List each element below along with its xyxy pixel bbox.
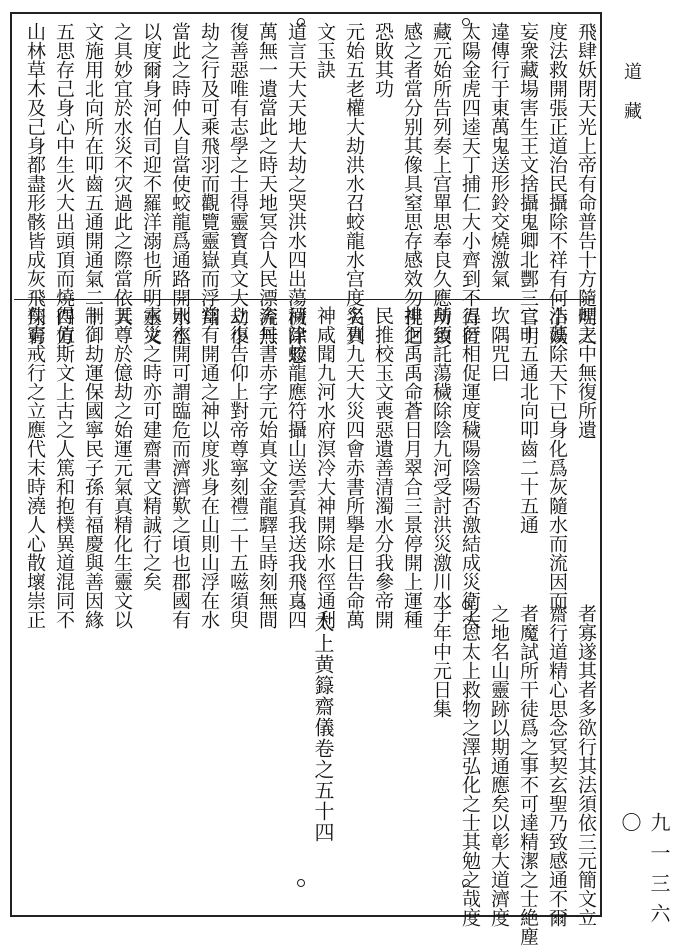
final-column-4: 之地名山靈跡以期通應矣以彰大道濟度 — [488, 604, 510, 927]
bottom-column-3: 二十五通北向叩齒二十五通 — [517, 306, 539, 534]
bottom-column-1: 煙之中無復所遺 — [575, 306, 597, 439]
bottom-column-9: 名列九天大災四會赤書所擧是日告命萬 — [343, 306, 365, 629]
top-column-10: 文玉訣 — [314, 22, 336, 79]
top-column-9: 元始五老權大劫洪水召蛟龍水宫度災真 — [343, 22, 365, 345]
final-column-6: 子年中元日集 — [430, 604, 452, 718]
top-column-13: 復善惡唯有志學之士得靈寳真文大劫小 — [227, 22, 249, 345]
scroll-title: 太上黄籙齋儀卷之五十四 — [311, 612, 335, 843]
top-column-11: 道言天大天地大劫之哭洪水四出蕩穢除惡 — [285, 22, 307, 364]
bottom-column-5: 五行相促運度穢陽陰陽否激結成災衛大 — [459, 306, 481, 629]
top-column-14: 劫之行及可乘飛羽而觀覽靈嶽而浮翔 — [198, 22, 220, 326]
circle-mark-mid-1 — [462, 601, 470, 609]
circle-mark-top-1 — [462, 18, 470, 26]
final-column-1: 者寡遂其者多欲行其法須依三元簡文立 — [575, 604, 597, 927]
circle-mark-bottom-1 — [462, 879, 470, 887]
top-column-1: 飛肆妖閉天光上帝有命普告十方隨明天 — [575, 22, 597, 345]
bottom-column-11: 河津蛟龍應符攝山送雲真我送我飛真四 — [285, 306, 307, 629]
circle-mark-top-2 — [297, 18, 305, 26]
circle-mark-bottom-2 — [297, 879, 305, 887]
bottom-column-6: 劫須託蕩穢除陰九河受討洪災激川水 — [430, 306, 452, 610]
bottom-column-19: 得值斯文上古之人篤和抱樸異道混同不 — [53, 306, 75, 629]
top-column-15: 當此之時仲人自當使蛟龍爲通路開水徑 — [169, 22, 191, 345]
final-column-5: 之恩太上救物之澤弘化之士其勉之哉度 — [459, 604, 481, 927]
bottom-column-4: 坎隅咒曰 — [488, 306, 510, 382]
final-column-2: 齋行道精心思念冥契玄聖乃致感通不爾 — [546, 604, 568, 927]
bottom-column-16: 水災之時亦可建齋書文精誠行之矣 — [140, 306, 162, 591]
bottom-column-17: 天尊於億劫之始運元氣真精化生靈文以 — [111, 306, 133, 629]
bottom-column-12: 奔丹書赤字元始真文金龍驛呈時刻無間 — [256, 306, 278, 629]
top-column-4: 違傳行于東萬鬼送形鈴交燒激氣 — [488, 22, 510, 288]
page-number: 九 一 三 六 〇 — [618, 812, 671, 926]
bottom-column-20: 佚窮戒行之立應代末時澆人心散壞崇正 — [24, 306, 46, 629]
top-column-16: 以度爾身河伯司迎不羅洋溺也所明靈文 — [140, 22, 162, 345]
volume-label: 道 藏 — [621, 62, 642, 128]
top-column-5: 太陽金虎四逵天丁捕仁大小齊到不得匿 — [459, 22, 481, 345]
bottom-column-8: 民推校玉文喪惡遺善清濁水分我參帝開 — [372, 306, 394, 629]
circle-mark-mid-2 — [297, 601, 305, 609]
final-column-3: 者魔試所干徒爲之事不可達精潔之士絶塵 — [517, 604, 539, 946]
bottom-column-2: 浩蕩除天下已身化爲灰隨水而流因而 — [546, 306, 568, 610]
top-column-2: 度法救開張正道治民攝除不祥有何小妖 — [546, 22, 568, 345]
top-column-7: 感之者當分别其像具窒思存感效勿視之 — [401, 22, 423, 345]
bottom-column-10: 神咸聞九河水府溟冷大神開除水徑通利 — [314, 306, 336, 629]
bottom-column-7: 排徊禹禹命蒼日月翠合三景停開上運種 — [401, 306, 423, 629]
top-column-20: 山林草木及己身都盡形骸皆成灰飛翔青 — [24, 22, 46, 345]
top-column-6: 藏元始所告列奏上宫單思奉良久應所致 — [430, 22, 452, 345]
bottom-column-18: 制御劫運保國寧民子孫有福慶與善因緣 — [82, 306, 104, 629]
top-column-8: 恐敗其功 — [372, 22, 394, 98]
bottom-column-15: 則水開可謂臨危而濟濟歎之頃也郡國有 — [169, 306, 191, 629]
top-column-19: 五思存己身心中生火大出頭頂而燒四方 — [53, 22, 75, 345]
top-column-18: 文施用北向所在叩齒五通開通氣二十 — [82, 22, 104, 326]
top-column-17: 之具妙宜於水災不灾過此之際當依其 — [111, 22, 133, 326]
top-column-12: 萬無一遺當此之時天地冥合人民漂流無 — [256, 22, 278, 345]
top-column-3: 妄衆藏場害生王文捨攝鬼卿北酆三官明 — [517, 22, 539, 345]
bottom-column-13: 立復告仰上對帝尊寧刻禮二十五嗞須臾 — [227, 306, 249, 629]
bottom-column-14: 當有開通之神以度兆身在山則山浮在水 — [198, 306, 220, 629]
